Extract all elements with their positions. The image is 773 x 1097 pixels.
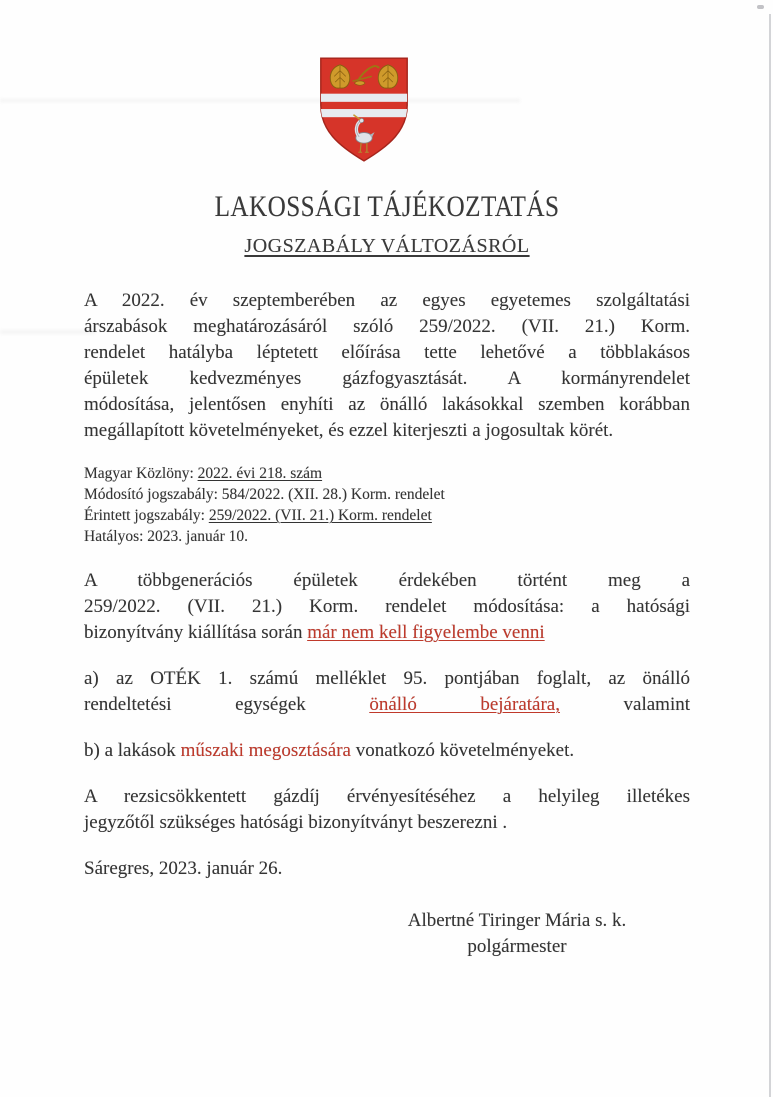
gazette-value: 2022. évi 218. szám: [197, 465, 323, 482]
effective-date-label: Hatályos:: [84, 528, 148, 545]
paragraph-line: [84, 692, 690, 718]
effective-date-line: [84, 526, 690, 547]
paragraph-line: megállapított követelményeket, és ezzel kiterjeszti a jogosultak körét.: [84, 420, 614, 441]
paragraph-line: A többgenerációs épületek érdekében történt meg a: [84, 570, 690, 591]
line-text: rendeltetési egységek: [84, 694, 370, 715]
signature-role: polgármester: [467, 936, 567, 957]
signature-name: Albertné Tiringer Mária s. k.: [407, 910, 627, 931]
highlighted-text-red: önálló bejáratára,: [369, 694, 560, 715]
gazette-label: Magyar Közlöny:: [84, 465, 198, 482]
paragraph-line: a) az OTÉK 1. számú melléklet 95. pontjában foglalt, az önálló: [84, 668, 690, 689]
scan-speck: [757, 5, 764, 9]
affected-law-label: Érintett jogszabály:: [84, 507, 209, 524]
affected-law-line: [84, 505, 690, 526]
paragraph-line: rendelet hatályba léptetett előírása tette lehetővé a többlakásos: [84, 342, 690, 363]
amending-law-line: [84, 484, 690, 505]
signature-block: [362, 908, 672, 960]
page-title: LAKOSSÁGI TÁJÉKOZTATÁS: [214, 190, 560, 223]
paragraph-line: jegyzőtől szükséges hatósági bizonyítványt beszerezni .: [84, 812, 508, 833]
list-item-b: [84, 738, 690, 764]
paragraph-line: 259/2022. (VII. 21.) Korm. rendelet módosítása: a hatósági: [84, 596, 690, 617]
line-text: bizonyítvány kiállítása során: [84, 622, 308, 643]
highlighted-text-red: műszaki megosztására: [180, 740, 351, 761]
list-item-a: [84, 666, 690, 718]
page-subtitle: JOGSZABÁLY VÁLTOZÁSRÓL: [244, 235, 530, 257]
paragraph-line: A 2022. év szeptemberében az egyes egyetemes szolgáltatási: [84, 290, 690, 311]
scan-edge-line: [769, 14, 771, 1097]
amending-law-label: Módosító jogszabály:: [84, 486, 222, 503]
law-reference-block: [84, 463, 690, 547]
paragraph-line: A rezsicsökkentett gázdíj érvényesítéséhez a helyileg illetékes: [84, 786, 690, 807]
paragraph-line: árszabások meghatározásáról szóló 259/2022. (VII. 21.) Korm.: [84, 316, 690, 337]
paragraph-intro: [84, 288, 690, 444]
paragraph-line: épületek kedvezményes gázfogyasztását. A kormányrendelet: [84, 368, 690, 389]
paragraph-closing: [84, 784, 690, 836]
paragraph-line: [84, 620, 690, 646]
highlighted-text-red: már nem kell figyelembe venni: [307, 622, 545, 643]
line-text: vonatkozó követelményeket.: [350, 740, 575, 761]
place-and-date: Sáregres, 2023. január 26.: [84, 858, 283, 879]
gazette-line: [84, 463, 690, 484]
affected-law-value: 259/2022. (VII. 21.) Korm. rendelet: [208, 507, 432, 524]
effective-date-value: 2023. január 10.: [147, 528, 249, 545]
paragraph-line: módosítása, jelentősen enyhíti az önálló lakásokkal szemben korábban: [84, 394, 690, 415]
line-text: b) a lakások: [84, 740, 181, 761]
scan-smudge: [0, 330, 95, 334]
line-text: valamint: [559, 694, 690, 715]
paragraph-line: [84, 738, 690, 764]
amending-law-value: 584/2022. (XII. 28.) Korm. rendelet: [221, 486, 445, 503]
paragraph-amendment: [84, 568, 690, 646]
